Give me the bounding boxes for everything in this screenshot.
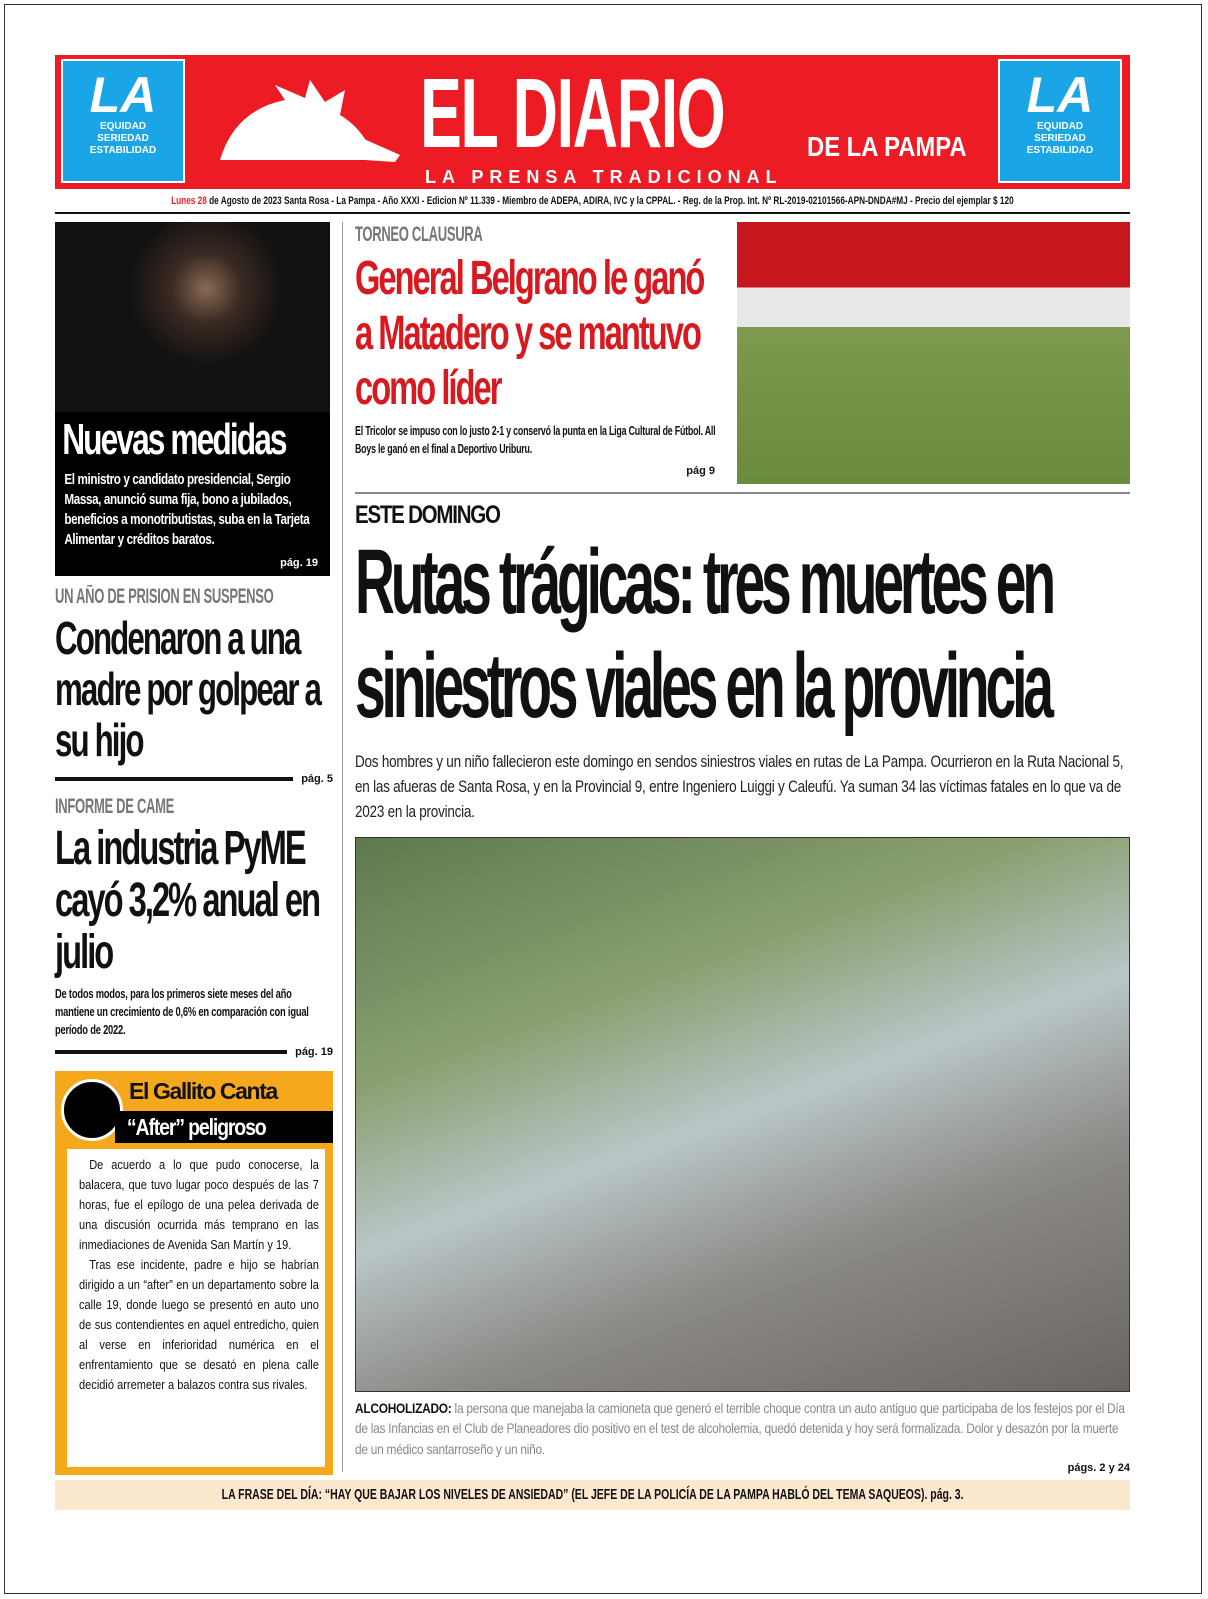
frase-del-dia-bar (55, 1480, 1130, 1510)
gallito-canta-column (55, 1071, 333, 1475)
gallito-section: El Gallito Canta (129, 1078, 277, 1104)
sun-logo-icon (215, 80, 405, 165)
massa-summary: El ministro y candidato presidencial, Sergio Massa, anunció suma fija, bono a jubilados, beneficios a monotributistas, suba en la Tarjeta Alimentar y créditos baratos. (64, 471, 310, 548)
futbol-kicker: TORNEO CLAUSURA (355, 223, 483, 246)
divider (355, 492, 1130, 494)
page-ref: pág. 5 (301, 773, 333, 785)
gallito-body: De acuerdo a lo que pudo conocerse, la balacera, que tuvo lugar poco después de las 7 horas, fue el epílogo de una pelea derivada de una discusión ocurrida más temprano en las inmediaciones de Avenida San Martín y 19. Tras ese incidente, padre e hijo se habrían dirigido a un “after” en un departamento sobre la calle 19, donde luego se presentó en auto uno de sus contendientes en aquel entredicho, quien al verse en inferioridad numérica en el enfrentamiento que se desató en plena calle decidió arremeter a balazos contra sus rivales. (67, 1149, 325, 1467)
condena-kicker: UN AÑO DE PRISION EN SUSPENSO (55, 585, 274, 608)
page-ref: pág. 19 (295, 1046, 333, 1058)
pyme-headline[interactable]: La industria PyME cayó 3,2% anual en julio (55, 822, 320, 979)
left-column (55, 222, 333, 1475)
la-pampa-logo-right: LA EQUIDAD SERIEDAD ESTABILIDAD (998, 59, 1122, 183)
column-divider (342, 222, 343, 1472)
massa-photo (55, 222, 330, 412)
pyme-kicker: INFORME DE CAME (55, 795, 175, 818)
divider (55, 772, 333, 786)
pyme-summary: De todos modos, para los primeros siete meses del año mantiene un crecimiento de 0,6% en comparación con igual período de 2022. (55, 986, 309, 1037)
la-pampa-logo-left: LA EQUIDAD SERIEDAD ESTABILIDAD (61, 59, 185, 183)
futbol-story[interactable] (355, 222, 1130, 484)
futbol-headline[interactable]: General Belgrano le ganó a Matadero y se mantuvo como líder (355, 252, 704, 415)
condena-headline[interactable]: Condenaron a una madre por golpear a su hijo (55, 612, 321, 766)
page-ref: pág. 19 (280, 557, 318, 569)
futbol-summary: El Tricolor se impuso con lo justo 2-1 y conservó la punta en la Liga Cultural de Fútbol. All Boys le ganó en el final a Deportivo Uriburu. (355, 423, 716, 456)
dateline-bar (55, 194, 1130, 214)
masthead (55, 55, 1130, 189)
rooster-icon (61, 1079, 123, 1141)
main-column (355, 222, 1130, 1475)
newspaper-title: EL DIARIO (420, 58, 725, 168)
main-lead: Dos hombres y un niño fallecieron este domingo en sendos siniestros viales en rutas de La Pampa. Ocurrieron en la Ruta Nacional 5, en las afueras de Santa Rosa, y en la Provincial 9, entre Ingeniero Luiggi y Caleufú. Ya suman 34 las víctimas fatales en lo que va de 2023 en la provincia. (355, 753, 1124, 821)
page-ref: pág 9 (686, 465, 715, 477)
gallito-title: “After” peligroso (126, 1114, 266, 1140)
divider (55, 1045, 333, 1059)
newspaper-subtitle: DE LA PAMPA (807, 131, 967, 162)
page-ref: págs. 2 y 24 (1067, 1462, 1130, 1474)
main-headline[interactable]: Rutas trágicas: tres muertes en siniestros viales en la provincia (355, 531, 1052, 737)
main-kicker: ESTE DOMINGO (355, 501, 500, 529)
tagline: LA PRENSA TRADICIONAL (425, 167, 783, 187)
football-photo (737, 222, 1130, 484)
accident-photo (355, 837, 1130, 1392)
frase-del-dia: LA FRASE DEL DÍA: “HAY QUE BAJAR LOS NIVELES DE ANSIEDAD” (EL JEFE DE LA POLICÍA DE LA PAMPA HABLÓ DEL TEMA SAQUEOS). pág. 3. (221, 1486, 964, 1503)
dateline: Lunes 28 de Agosto de 2023 Santa Rosa - La Pampa - Año XXXI - Edicion Nº 11.339 - Miembro de ADEPA, ADIRA, IVC y la CPPAL. - Reg. de la Prop. Int. Nº RL-2019-02101566-APN-DNDA#MJ - Precio del ejemplar $ 120 (171, 195, 1014, 207)
massa-headline: Nuevas medidas (62, 415, 286, 464)
photo-caption: ALCOHOLIZADO: la persona que manejaba la camioneta que generó el terrible choque contra un auto antiguo que participaba de los festejos por el Día de las Infancias en el Club de Planeadores dio positivo en el test de alcoholemia, quedó detenida y hoy será formalizada. Dolor y desazón por la muerte de un médico santarroseño y un niño. (355, 1399, 1125, 1457)
massa-story[interactable] (55, 222, 330, 576)
